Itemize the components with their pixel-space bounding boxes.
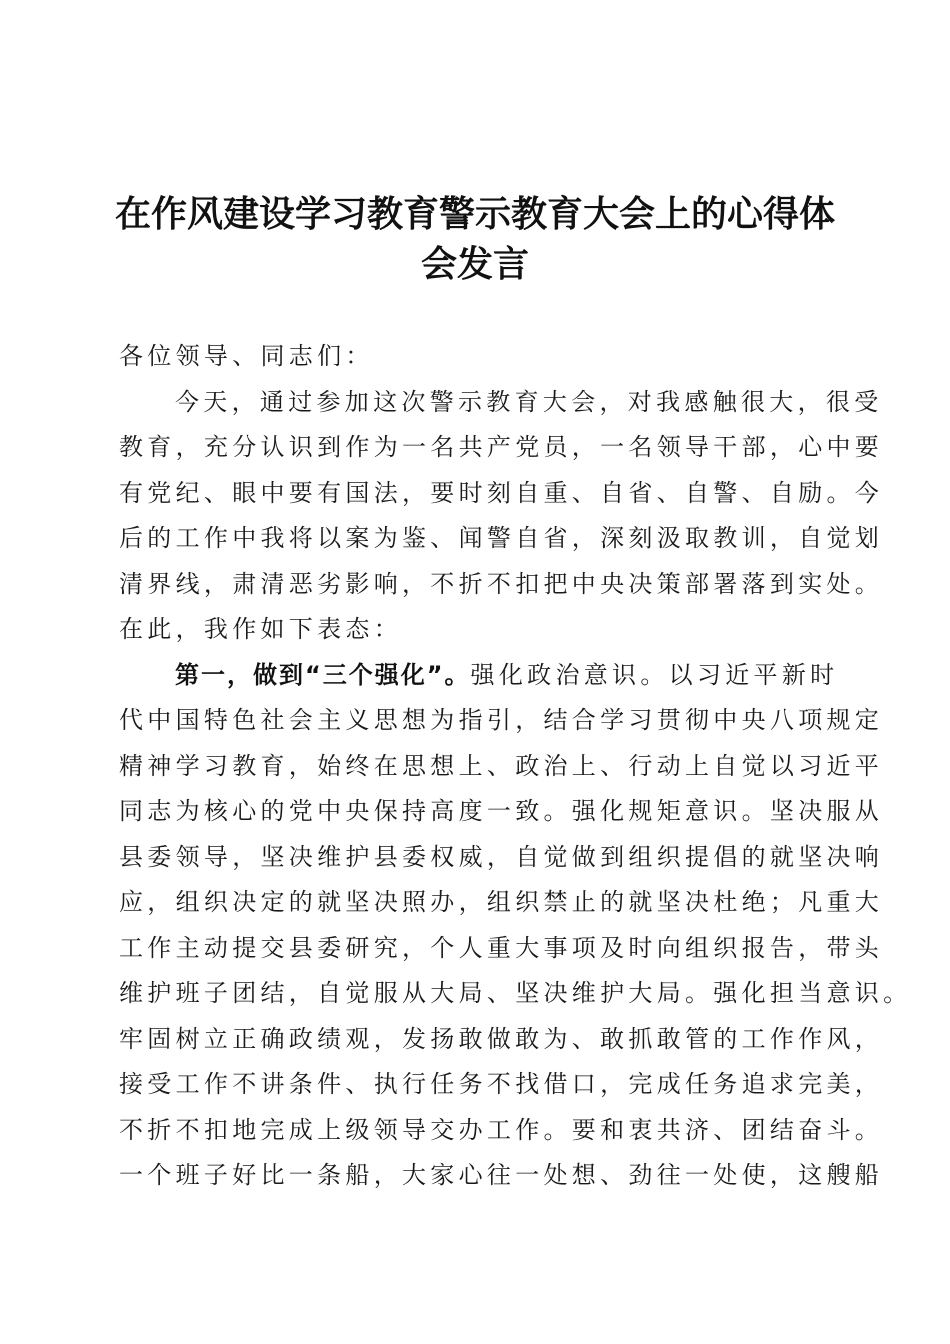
document-title	[110, 189, 840, 289]
paragraph-line: 有党纪、眼中要有国法，要时刻自重、自省、自警、自励。今	[119, 478, 884, 507]
paragraph-line: 县委领导，坚决维护县委权威，自觉做到组织提倡的就坚决响	[119, 842, 884, 871]
paragraph-line: 工作主动提交县委研究，个人重大事项及时向组织报告，带头	[119, 933, 884, 962]
paragraph-line: 清界线，肃清恶劣影响，不折不扣把中央决策部署落到实处。	[119, 569, 884, 598]
paragraph-line-text: 强化政治意识。以习近平新时	[470, 660, 839, 689]
paragraph-line: 在此，我作如下表态：	[119, 615, 402, 643]
paragraph-line: 一个班子好比一条船，大家心往一处想、劲往一处使，这艘船	[119, 1161, 884, 1189]
paragraph-line: 精神学习教育，始终在思想上、政治上、行动上自觉以习近平	[119, 751, 884, 780]
paragraph-line: 不折不扣地完成上级领导交办工作。要和衷共济、团结奋斗。	[119, 1115, 884, 1144]
paragraph-line: 代中国特色社会主义思想为指引，结合学习贯彻中央八项规定	[119, 706, 884, 734]
salutation: 各位领导、同志们：	[119, 342, 374, 370]
paragraph-2	[119, 653, 912, 1199]
paragraph-1	[119, 380, 884, 653]
paragraph-line: 同志为核心的党中央保持高度一致。强化规矩意识。坚决服从	[119, 797, 884, 825]
paragraph-line: 应，组织决定的就坚决照办，组织禁止的就坚决杜绝；凡重大	[119, 888, 884, 916]
title-line-2: 会发言	[420, 243, 529, 285]
document-body	[119, 334, 912, 1199]
paragraph-line: 后的工作中我将以案为鉴、闻警自省，深刻汲取教训，自觉划	[119, 524, 884, 552]
paragraph-line: 接受工作不讲条件、执行任务不找借口，完成任务追求完美，	[119, 1070, 884, 1098]
section-heading: 第一，做到“三个强化”。	[175, 660, 471, 689]
title-line-1: 在作风建设学习教育警示教育大会上的心得体	[114, 193, 835, 235]
paragraph-line: 维护班子团结，自觉服从大局、坚决维护大局。强化担当意识。	[119, 979, 912, 1007]
paragraph-line: 教育，充分认识到作为一名共产党员，一名领导干部，心中要	[119, 433, 884, 461]
paragraph-line: 牢固树立正确政绩观，发扬敢做敢为、敢抓敢管的工作作风，	[119, 1024, 884, 1053]
paragraph-line	[119, 653, 859, 699]
paragraph-line: 今天，通过参加这次警示教育大会，对我感触很大，很受	[175, 387, 883, 416]
